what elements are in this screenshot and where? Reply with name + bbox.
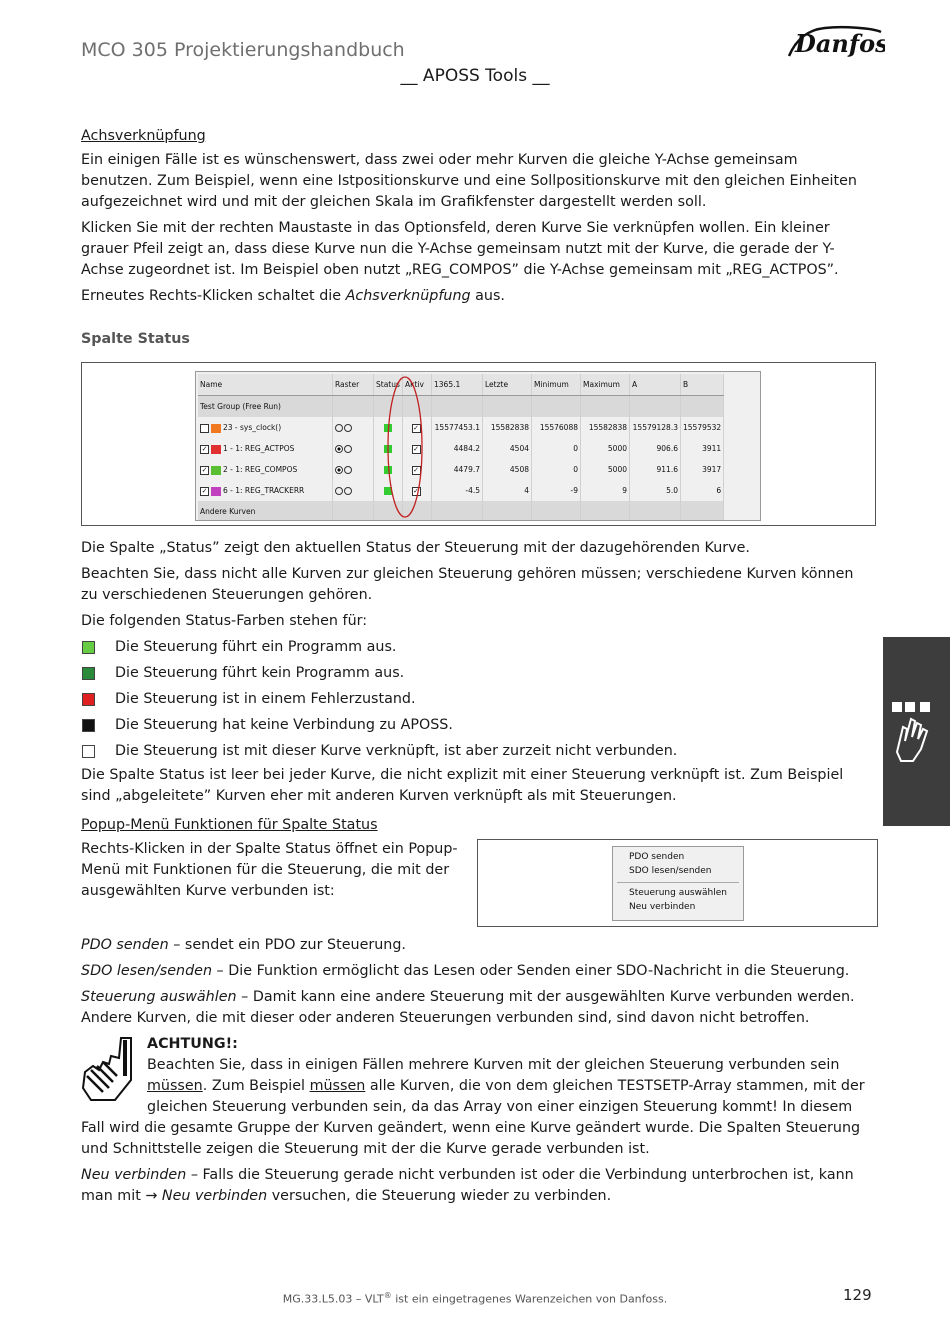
- curve-color-swatch[interactable]: [211, 487, 221, 496]
- axis-radio[interactable]: [344, 466, 352, 474]
- menu-item-pdo-send[interactable]: PDO senden: [629, 852, 685, 862]
- curve-color-swatch[interactable]: [211, 466, 221, 475]
- def-steuerung: Steuerung auswählen – Damit kann eine andere Steuerung mit der ausgewählten Kurve verbunden werden. Andere Kurven, die mit dieser oder anderen Steuerungen verbunden sind, sind davon nicht betroffen.: [81, 989, 855, 1026]
- legend-text: Die Steuerung ist in einem Fehlerzustand.: [115, 691, 416, 707]
- caution-text: Beachten Sie, dass in einigen Fällen mehrere Kurven mit der gleichen Steuerung verbunden sein müssen. Zum Beispiel müssen alle Kurven, die von dem gleichen TESTSETP-Array stammen, mit der gleichen Steuerung verbunden sein, da das Array von einer einzigen Steuerung kommt! In diesem Fall wird die gesamte Gruppe der Kurven geändert, wenn eine Kurve geändert wurde. Die Spalten Steuerung und Schnittstelle zeigen die Steuerung mit der die Kurve gerade verbunden ist.: [81, 1057, 865, 1157]
- main-content: [81, 126, 871, 1212]
- column-header[interactable]: Aktiv: [403, 374, 432, 396]
- axis-radio[interactable]: [335, 424, 343, 432]
- status-section-heading: Spalte Status: [81, 331, 190, 347]
- curve-checkbox[interactable]: ✓: [201, 486, 208, 495]
- def-sdo: SDO lesen/senden – Die Funktion ermöglicht das Lesen oder Senden einer SDO-Nachricht in die Steuerung.: [81, 963, 850, 979]
- value-cell: 15582838: [581, 417, 630, 438]
- menu-item-reconnect[interactable]: Neu verbinden: [629, 902, 696, 912]
- value-cell: 4508: [483, 459, 532, 480]
- curve-name: 1 - 1: REG_ACTPOS: [223, 444, 295, 453]
- raster-cell: [333, 459, 374, 480]
- value-cell: 4484.2: [432, 438, 483, 459]
- active-checkbox[interactable]: ✓: [413, 465, 419, 474]
- axis-radio[interactable]: [344, 487, 352, 495]
- curve-checkbox[interactable]: [200, 424, 209, 433]
- curve-name-cell: [198, 480, 333, 501]
- caution-block: [81, 1034, 871, 1160]
- empty-cell: [630, 396, 681, 418]
- empty-cell: [483, 396, 532, 418]
- value-cell: 15576088: [532, 417, 581, 438]
- axis-link-paragraph-2: Klicken Sie mit der rechten Maustaste in das Optionsfeld, deren Kurve Sie verknüpfen wollen. Ein kleiner grauer Pfeil zeigt an, dass diese Kurve nun die Y-Achse gemeinsam nutzt mit der Kurve, die gerade der Y-Achse zugeordnet ist. Im Beispiel oben nutzt „REG_COMPOS” die Y-Achse gemeinsam mit „REG_ACTPOS”.: [81, 220, 839, 278]
- chapter-side-tab: [883, 637, 950, 826]
- curve-checkbox[interactable]: ✓: [201, 465, 208, 474]
- curve-row[interactable]: [198, 459, 724, 480]
- hand-pointer-icon: [883, 637, 950, 826]
- value-cell: 5000: [581, 438, 630, 459]
- column-header[interactable]: Minimum: [532, 374, 581, 396]
- value-cell: 15582838: [483, 417, 532, 438]
- popup-intro: Rechts-Klicken in der Spalte Status öffnet ein Popup-Menü mit Funktionen für die Steuerung, die mit der ausgewählten Kurve verbunden ist:: [81, 841, 458, 899]
- value-cell: 9: [581, 480, 630, 501]
- value-cell: 911.6: [630, 459, 681, 480]
- menu-item-sdo-read-send[interactable]: SDO lesen/senden: [629, 866, 712, 876]
- menu-separator: [617, 882, 739, 883]
- svg-text:Danfoss: Danfo: [795, 29, 876, 58]
- axis-radio[interactable]: [335, 487, 343, 495]
- raster-cell: [333, 438, 374, 459]
- group-row[interactable]: [198, 501, 724, 521]
- empty-cell: [581, 396, 630, 418]
- def-pdo: PDO senden – sendet ein PDO zur Steuerung.: [81, 937, 406, 953]
- value-cell: 15577453.1: [432, 417, 483, 438]
- empty-cell: [681, 396, 724, 418]
- value-cell: 15579128.3: [630, 417, 681, 438]
- status-color-legend: [81, 637, 871, 767]
- empty-cell: [432, 396, 483, 418]
- legend-text: Die Steuerung ist mit dieser Kurve verknüpft, ist aber zurzeit nicht verbunden.: [115, 743, 678, 759]
- legend-item: [81, 689, 871, 715]
- column-header[interactable]: 1365.1: [432, 374, 483, 396]
- column-header[interactable]: B: [681, 374, 724, 396]
- document-title: MCO 305 Projektierungshandbuch: [81, 39, 405, 61]
- caution-hand-icon: [81, 1036, 133, 1104]
- value-cell: 4504: [483, 438, 532, 459]
- legend-item: [81, 637, 871, 663]
- column-header[interactable]: Letzte: [483, 374, 532, 396]
- axis-radio[interactable]: [344, 424, 352, 432]
- group-row[interactable]: [198, 396, 724, 418]
- status-after-paragraph: Die Spalte Status ist leer bei jeder Kurve, die nicht explizit mit einer Steuerung verknüpft ist. Zum Beispiel sind „abgeleitete” Kurven eher mit anderen Kurven verknüpft als mit Steuerungen.: [81, 767, 844, 804]
- value-cell: 4479.7: [432, 459, 483, 480]
- empty-cell: [681, 501, 724, 521]
- status-color-swatch: [82, 745, 95, 758]
- raster-cell: [333, 480, 374, 501]
- status-color-swatch: [82, 693, 95, 706]
- curve-table-screenshot: [195, 371, 761, 521]
- axis-link-paragraph-1: Ein einigen Fälle ist es wünschenswert, dass zwei oder mehr Kurven die gleiche Y-Achse gemeinsam benutzen. Zum Beispiel, wenn eine Istpositionskurve und eine Sollpositionskurve mit den gleichen Einheiten aufgezeichnet wird und mit der gleichen Skala im Grafikfenster dargestellt werden soll.: [81, 152, 857, 210]
- curve-checkbox[interactable]: ✓: [201, 444, 208, 453]
- def-reconnect: Neu verbinden – Falls die Steuerung gerade nicht verbunden ist oder die Verbindung unterbrochen ist, kann man mit → Neu verbinden versuchen, die Steuerung wieder zu verbinden.: [81, 1167, 854, 1204]
- axis-radio[interactable]: [344, 445, 352, 453]
- curve-name-cell: [198, 438, 333, 459]
- legend-text: Die Steuerung hat keine Verbindung zu APOSS.: [115, 717, 453, 733]
- legend-item: [81, 663, 871, 689]
- group-name: Test Group (Free Run): [198, 396, 333, 418]
- status-paragraph-2: Beachten Sie, dass nicht alle Kurven zur gleichen Steuerung gehören müssen; verschiedene Kurven können zu verschiedenen Steuerungen gehören.: [81, 566, 854, 603]
- status-color-swatch: [82, 719, 95, 732]
- popup-heading: Popup-Menü Funktionen für Spalte Status: [81, 817, 378, 833]
- status-color-swatch: [82, 667, 95, 680]
- status-color-swatch: [82, 641, 95, 654]
- column-header[interactable]: A: [630, 374, 681, 396]
- empty-cell: [333, 501, 374, 521]
- section-header: __ APOSS Tools __: [400, 66, 550, 86]
- axis-link-heading: Achsverknüpfung: [81, 128, 206, 144]
- curve-name: 2 - 1: REG_COMPOS: [223, 465, 298, 474]
- column-header[interactable]: Raster: [333, 374, 374, 396]
- popup-menu-figure: [477, 839, 878, 927]
- status-paragraph-1: Die Spalte „Status” zeigt den aktuellen Status der Steuerung mit der dazugehörenden Kurve.: [81, 540, 750, 556]
- value-cell: 0: [532, 459, 581, 480]
- empty-cell: [532, 501, 581, 521]
- legend-item: [81, 741, 871, 767]
- value-cell: 6: [681, 480, 724, 501]
- active-checkbox[interactable]: ✓: [413, 423, 419, 432]
- empty-cell: [581, 501, 630, 521]
- menu-item-select-controller[interactable]: Steuerung auswählen: [629, 888, 727, 898]
- value-cell: 5.0: [630, 480, 681, 501]
- axis-radio[interactable]: [335, 466, 343, 474]
- curve-row[interactable]: [198, 480, 724, 501]
- column-header[interactable]: Name: [198, 374, 333, 396]
- curve-table: [198, 374, 724, 521]
- status-column-figure: [81, 362, 876, 526]
- empty-cell: [333, 396, 374, 418]
- group-name: Andere Kurven: [198, 501, 333, 521]
- legend-text: Die Steuerung führt ein Programm aus.: [115, 639, 397, 655]
- curve-row[interactable]: [198, 417, 724, 438]
- value-cell: 3917: [681, 459, 724, 480]
- column-header[interactable]: Maximum: [581, 374, 630, 396]
- curve-name-cell: [198, 459, 333, 480]
- column-header[interactable]: Status: [374, 374, 403, 396]
- curve-name: 23 - sys_clock(): [223, 423, 282, 432]
- page-number: 129: [843, 1286, 872, 1304]
- danfoss-logo: [785, 22, 885, 66]
- caution-title: ACHTUNG!:: [147, 1036, 238, 1052]
- curve-color-swatch[interactable]: [211, 445, 221, 454]
- value-cell: 3911: [681, 438, 724, 459]
- value-cell: 5000: [581, 459, 630, 480]
- legend-item: [81, 715, 871, 741]
- status-column-highlight: [385, 374, 425, 520]
- empty-cell: [432, 501, 483, 521]
- active-checkbox[interactable]: ✓: [413, 444, 419, 453]
- empty-cell: [630, 501, 681, 521]
- status-paragraph-3: Die folgenden Status-Farben stehen für:: [81, 613, 368, 629]
- context-menu: [612, 846, 744, 921]
- curve-name: 6 - 1: REG_TRACKERR: [223, 486, 305, 495]
- axis-link-paragraph-3: Erneutes Rechts-Klicken schaltet die Achsverknüpfung aus.: [81, 288, 505, 304]
- axis-radio[interactable]: [335, 445, 343, 453]
- footer-text: MG.33.L5.03 – VLT® ist ein eingetragenes Warenzeichen von Danfoss.: [282, 1291, 668, 1306]
- active-checkbox[interactable]: ✓: [413, 486, 419, 495]
- raster-cell: [333, 417, 374, 438]
- curve-row[interactable]: [198, 438, 724, 459]
- value-cell: 0: [532, 438, 581, 459]
- curve-color-swatch[interactable]: [211, 424, 221, 433]
- value-cell: -9: [532, 480, 581, 501]
- value-cell: 4: [483, 480, 532, 501]
- empty-cell: [483, 501, 532, 521]
- value-cell: 15579532: [681, 417, 724, 438]
- curve-name-cell: [198, 417, 333, 438]
- empty-cell: [532, 396, 581, 418]
- legend-text: Die Steuerung führt kein Programm aus.: [115, 665, 405, 681]
- value-cell: -4.5: [432, 480, 483, 501]
- value-cell: 906.6: [630, 438, 681, 459]
